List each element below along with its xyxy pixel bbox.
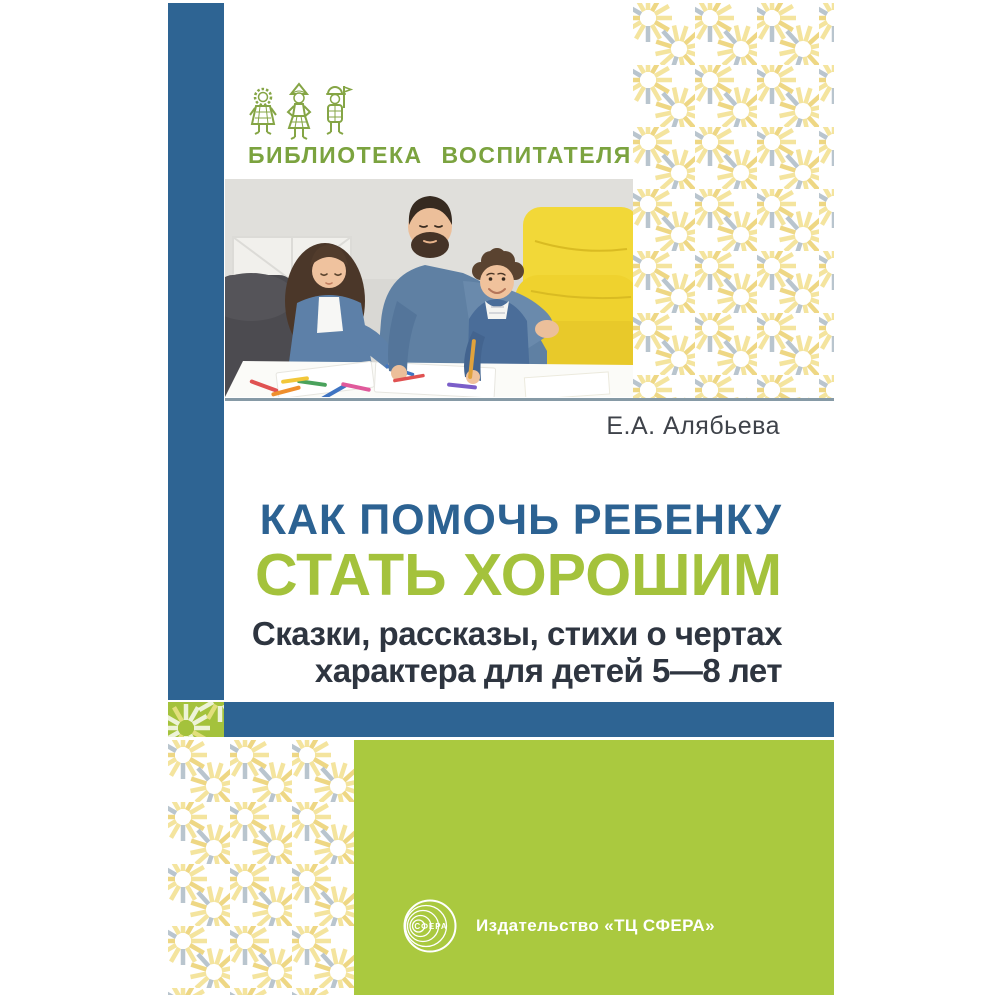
series-label: БИБЛИОТЕКА ВОСПИТАТЕЛЯ: [248, 142, 632, 168]
fan-pattern-on-green-icon: [168, 702, 224, 737]
sphere-globe-icon: [402, 898, 458, 954]
fan-pattern-icon: [168, 740, 354, 995]
title-line-1: КАК ПОМОЧЬ РЕБЕНКУ: [259, 496, 782, 544]
family-drawing-scene: [225, 179, 633, 397]
family-photo: [225, 179, 633, 397]
horizontal-blue-band: [224, 702, 834, 737]
photo-divider-rule: [225, 398, 834, 401]
children-figures-icon: [247, 82, 359, 140]
subtitle-line-1: Сказки, рассказы, стихи о чертах: [251, 615, 782, 652]
title-block: [226, 497, 782, 689]
publisher-block: [402, 898, 715, 954]
boy-with-cap-icon: [326, 86, 351, 134]
book-cover: [168, 3, 834, 995]
left-blue-strip: [168, 3, 224, 700]
fan-pattern-panel-top-right: [633, 3, 834, 398]
sphere-logo-text: СФЕРА: [414, 922, 448, 931]
fan-pattern-icon: [633, 3, 834, 398]
subtitle: [226, 615, 782, 689]
title-line-2: СТАТЬ ХОРОШИМ: [255, 542, 782, 608]
green-pattern-square: [168, 702, 224, 737]
green-bottom-panel: [354, 740, 834, 995]
girl-with-dress-icon: [250, 89, 276, 134]
father-hand: [535, 320, 559, 338]
author-name: Е.А. Алябьева: [606, 412, 780, 440]
fan-pattern-panel-bottom-left: [168, 740, 354, 995]
girl-with-kokoshnik-icon: [288, 84, 310, 139]
publisher-label: Издательство «ТЦ СФЕРА»: [476, 916, 715, 935]
subtitle-line-2: характера для детей 5—8 лет: [314, 652, 782, 689]
